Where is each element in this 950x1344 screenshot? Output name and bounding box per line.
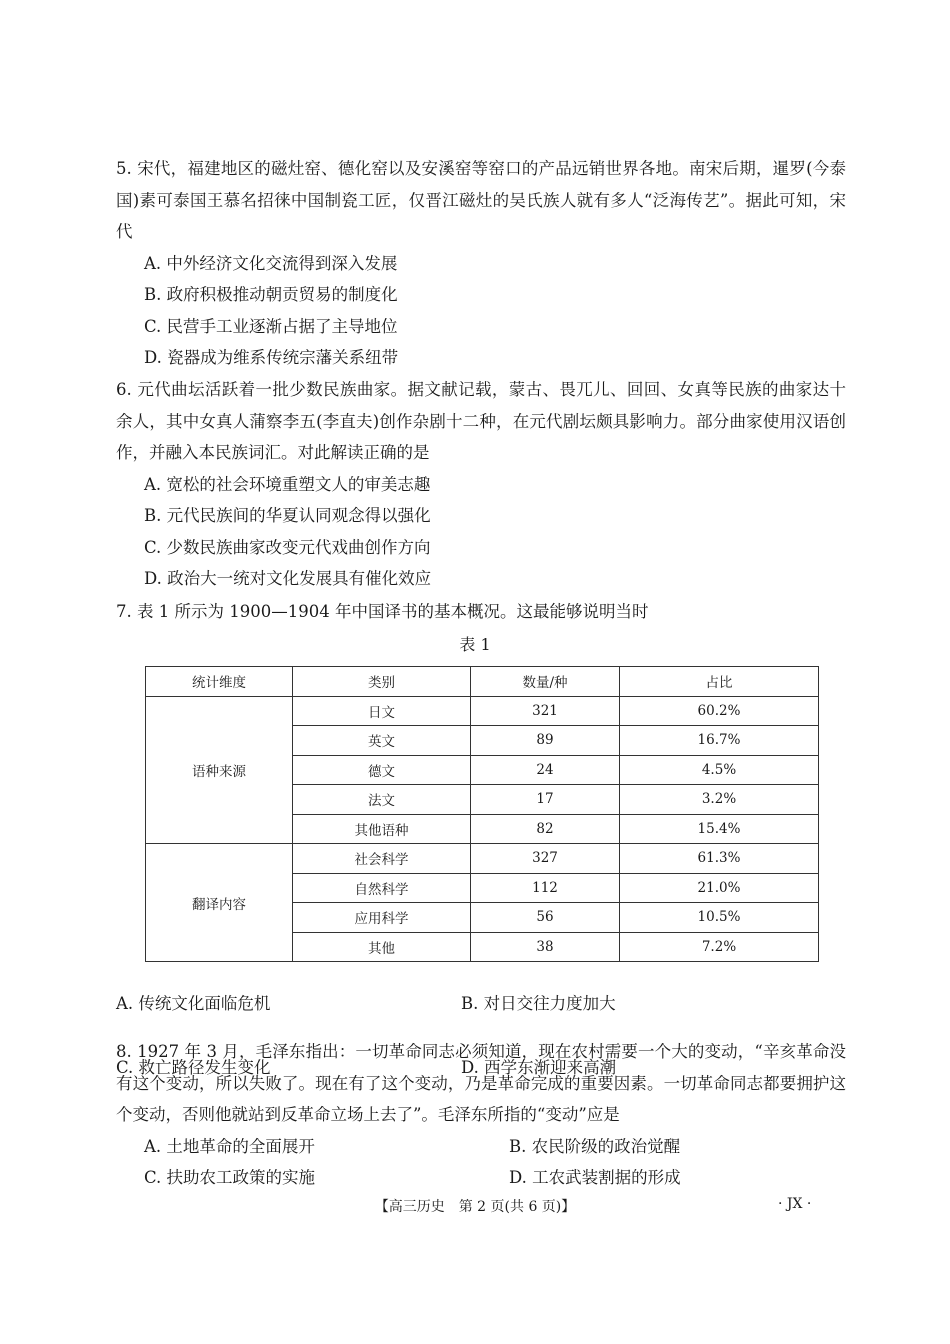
cell-percent: 21.0% <box>620 873 819 903</box>
question-stem: 6. 元代曲坛活跃着一批少数民族曲家。据文献记载，蒙古、畏兀儿、回回、女真等民族的曲家达十余人，其中女真人蒲察李五(李直夫)创作杂剧十二种，在元代剧坛颇具影响力。部分曲家使用汉语创作，并融入本民族词汇。对此解读正确的是 <box>116 380 846 462</box>
cell-count: 321 <box>471 696 620 726</box>
option-a: A. 土地革命的全面展开 <box>144 1136 315 1156</box>
cell-category: 德文 <box>293 755 471 785</box>
option-b: B. 对日交往力度加大 <box>461 993 616 1013</box>
option-b: B. 农民阶级的政治觉醒 <box>509 1136 681 1156</box>
header-category: 类别 <box>293 667 471 697</box>
table-row <box>146 844 819 874</box>
option-c: C. 少数民族曲家改变元代戏曲创作方向 <box>144 537 431 557</box>
option-a: A. 中外经济文化交流得到深入发展 <box>144 253 398 273</box>
header-percent: 占比 <box>620 667 819 697</box>
group-translation-content: 翻译内容 <box>146 844 293 962</box>
paper-code: · JX · <box>778 1196 812 1212</box>
cell-count: 89 <box>471 726 620 756</box>
question-5 <box>116 153 846 374</box>
cell-percent: 4.5% <box>620 755 819 785</box>
option-d: D. 工农武装割据的形成 <box>509 1168 681 1187</box>
table-caption: 表 1 <box>459 635 491 654</box>
header-dimension: 统计维度 <box>146 667 293 697</box>
cell-percent: 61.3% <box>620 844 819 874</box>
cell-count: 327 <box>471 844 620 874</box>
cell-count: 112 <box>471 873 620 903</box>
cell-count: 24 <box>471 755 620 785</box>
cell-percent: 16.7% <box>620 726 819 756</box>
option-d: D. 西学东渐迎来高潮 <box>461 1058 617 1077</box>
cell-percent: 15.4% <box>620 814 819 844</box>
option-c: C. 救亡路径发生变化 <box>116 1058 271 1077</box>
cell-category: 应用科学 <box>293 903 471 933</box>
table-header-row <box>146 667 819 697</box>
cell-category: 其他 <box>293 932 471 962</box>
question-6 <box>116 374 846 595</box>
cell-category: 其他语种 <box>293 814 471 844</box>
cell-category: 社会科学 <box>293 844 471 874</box>
header-count: 数量/种 <box>471 667 620 697</box>
cell-count: 82 <box>471 814 620 844</box>
cell-count: 38 <box>471 932 620 962</box>
question-8 <box>116 1036 846 1194</box>
cell-percent: 3.2% <box>620 785 819 815</box>
cell-percent: 7.2% <box>620 932 819 962</box>
option-c: C. 扶助农工政策的实施 <box>144 1168 316 1187</box>
page-footer: 【高三历史 第 2 页(共 6 页)】 <box>374 1199 576 1215</box>
option-a: A. 宽松的社会环境重塑文人的审美志趣 <box>144 474 431 494</box>
question-7 <box>116 596 846 628</box>
option-b: B. 政府积极推动朝贡贸易的制度化 <box>144 285 398 304</box>
table-row <box>146 696 819 726</box>
cell-category: 英文 <box>293 726 471 756</box>
cell-percent: 60.2% <box>620 696 819 726</box>
option-d: D. 瓷器成为维系传统宗藩关系纽带 <box>144 348 399 367</box>
question-stem: 5. 宋代，福建地区的磁灶窑、德化窑以及安溪窑等窑口的产品远销世界各地。南宋后期，暹罗(今泰国)素可泰国王慕名招徕中国制瓷工匠，仅晋江磁灶的吴氏族人就有多人“泛海传艺”。据此可知，宋代 <box>116 159 846 241</box>
cell-category: 日文 <box>293 696 471 726</box>
translation-table <box>145 666 819 962</box>
cell-category: 法文 <box>293 785 471 815</box>
cell-count: 56 <box>471 903 620 933</box>
option-a: A. 传统文化面临危机 <box>116 993 271 1013</box>
question-stem: 8. 1927 年 3 月，毛泽东指出：一切革命同志必须知道，现在农村需要一个大的变动，“辛亥革命没有这个变动，所以失败了。现在有了这个变动，乃是革命完成的重要因素。一切革命同志都要拥护这个变动，否则他就站到反革命立场上去了”。毛泽东所指的“变动”应是 <box>116 1042 846 1124</box>
cell-category: 自然科学 <box>293 873 471 903</box>
option-c: C. 民营手工业逐渐占据了主导地位 <box>144 316 398 336</box>
group-language-source: 语种来源 <box>146 696 293 844</box>
question-stem: 7. 表 1 所示为 1900—1904 年中国译书的基本概况。这最能够说明当时 <box>116 602 649 621</box>
cell-percent: 10.5% <box>620 903 819 933</box>
cell-count: 17 <box>471 785 620 815</box>
option-b: B. 元代民族间的华夏认同观念得以强化 <box>144 506 431 525</box>
option-d: D. 政治大一统对文化发展具有催化效应 <box>144 569 432 588</box>
